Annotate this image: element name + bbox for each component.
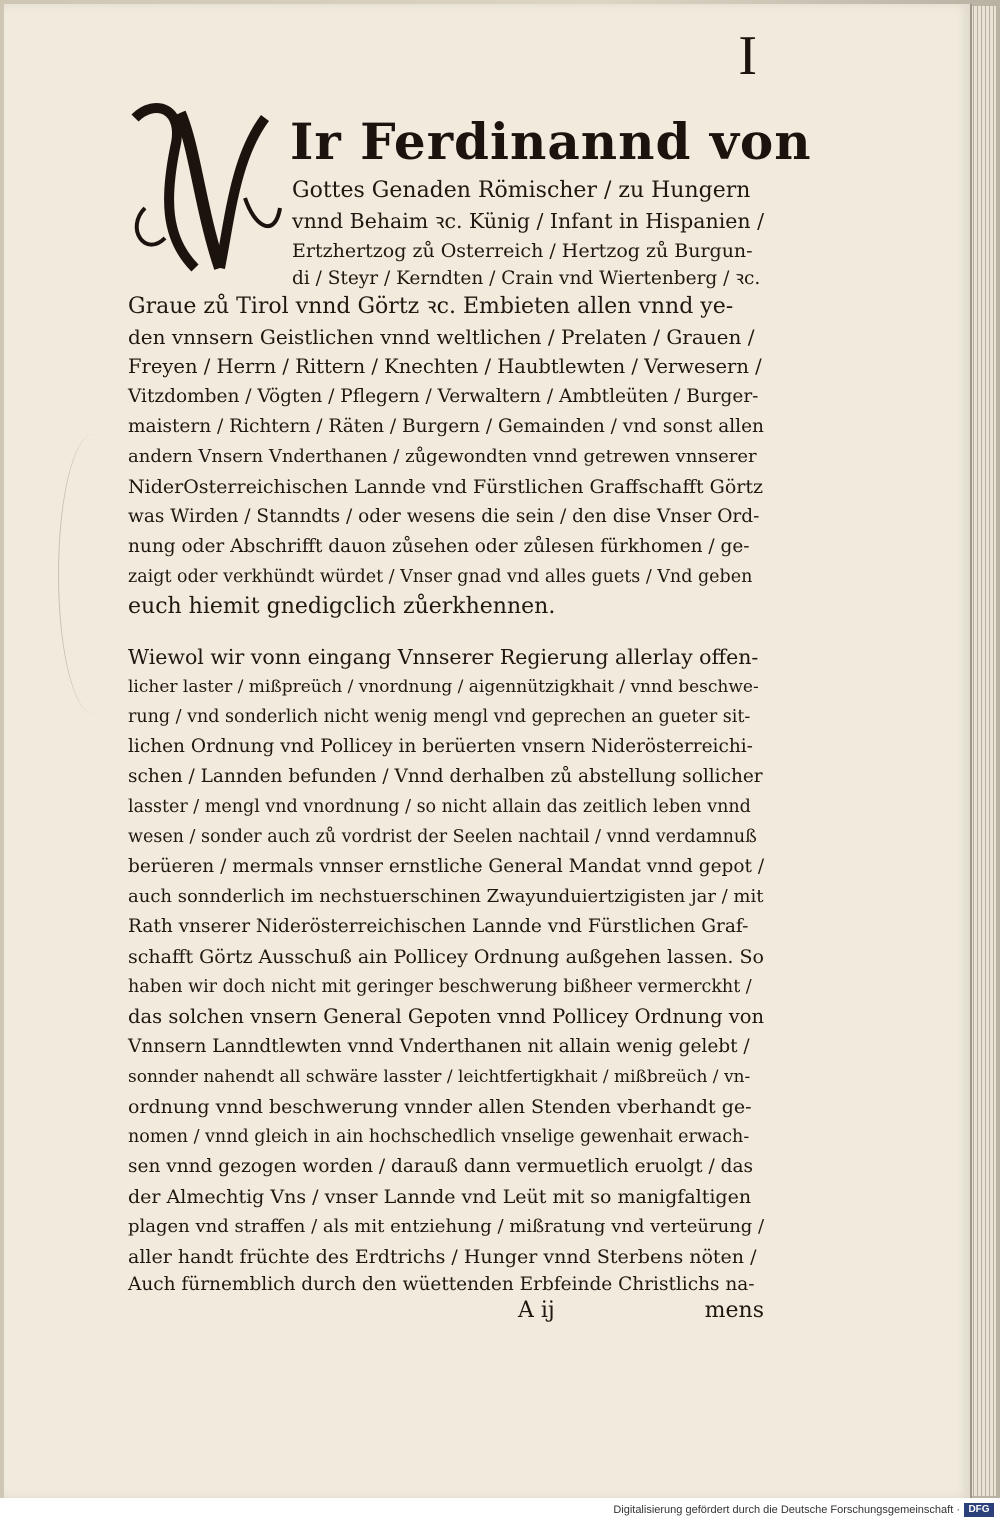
paragraph-2-line: Auch fürnemblich durch den wüettenden Erbfeinde Christlichs na- xyxy=(128,1274,755,1295)
paragraph-2-line: sonnder nahendt all schwäre lasster / leichtfertigkhait / mißbreüch / vn- xyxy=(128,1067,751,1087)
paragraph-2-line: schafft Görtz Ausschuß ain Pollicey Ordnung außgehen lassen. So xyxy=(128,946,764,968)
paragraph-2-line: nomen / vnnd gleich in ain hochschedlich vnselige gewenhait erwach- xyxy=(128,1127,750,1147)
page-foot xyxy=(128,1298,764,1332)
paragraph-1-line: NiderOsterreichischen Lannde vnd Fürstlichen Graffschafft Görtz xyxy=(128,476,764,498)
paragraph-1-line: Vitzdomben / Vögten / Pflegern / Verwaltern / Ambtleüten / Burger- xyxy=(128,386,759,407)
paragraph-2-line: Vnnsern Lanndtlewten vnnd Vnderthanen nit allain wenig gelebt / xyxy=(128,1036,750,1057)
paragraph-2-line: der Almechtig Vns / vnser Lannde vnd Leüt mit so manigfaltigen xyxy=(128,1186,752,1208)
paragraph-2-line: sen vnnd gezogen worden / darauß dann vermuetlich eruolgt / das xyxy=(128,1156,753,1177)
heading: Ir Ferdinannd von xyxy=(290,112,812,171)
paragraph-2-line: licher laster / mißpreüch / vnordnung / aigennützigkhait / vnnd beschwe- xyxy=(128,677,759,697)
paragraph-2-line: lichen Ordnung vnd Pollicey in berüerten vnsern Niderösterreichi- xyxy=(128,736,753,757)
digitization-credit: Digitalisierung gefördert durch die Deutsche Forschungsgemeinschaft · xyxy=(613,1504,960,1516)
stacked-page-edges xyxy=(970,6,996,1496)
paragraph-2-line: berüeren / mermals vnnser ernstliche General Mandat vnnd gepot / xyxy=(128,856,765,877)
paragraph-1-line: zaigt oder verkhündt würdet / Vnser gnad vnd alles guets / Vnd geben xyxy=(128,567,753,587)
signature-mark: A ij xyxy=(518,1298,555,1323)
opening-line: di / Steyr / Kerndten / Crain vnd Wiertenberg / ꝛc. xyxy=(292,268,761,289)
opening-line: vnnd Behaim ꝛc. Künig / Infant in Hispanien / xyxy=(292,209,765,233)
paragraph-2-line: aller handt früchte des Erdtrichs / Hunger vnnd Sterbens nöten / xyxy=(128,1246,757,1268)
paragraph-1-line: Freyen / Herrn / Rittern / Knechten / Haubtlewten / Verwesern / xyxy=(128,355,762,378)
paragraph-2-line: haben wir doch nicht mit geringer beschwerung bißheer vermerckht / xyxy=(128,977,752,997)
paragraph-1-line: andern Vnsern Vnderthanen / zůgewondten vnnd getrewen vnnserer xyxy=(128,446,757,467)
paragraph-2-line: schen / Lannden befunden / Vnnd derhalben zů abstellung sollicher xyxy=(128,766,763,787)
paragraph-2-line: plagen vnd straffen / als mit entziehung / mißratung vnd verteürung / xyxy=(128,1216,765,1237)
decorated-initial xyxy=(125,88,285,288)
dfg-logo: DFG xyxy=(964,1503,994,1517)
paragraph-2-line: rung / vnd sonderlich nicht wenig mengl vnd geprechen an gueter sit- xyxy=(128,707,751,727)
paragraph-1-line: euch hiemit gnedigclich zůerkhennen. xyxy=(128,594,556,619)
paragraph-1-line: Graue zů Tirol vnnd Görtz ꝛc. Embieten allen vnnd ye- xyxy=(128,294,734,319)
binding-thread xyxy=(58,434,129,714)
catchword: mens xyxy=(704,1298,764,1323)
paragraph-1-line: was Wirden / Stanndts / oder wesens die sein / den dise Vnser Ord- xyxy=(128,506,760,527)
paragraph-2-line: das solchen vnsern General Gepoten vnnd Pollicey Ordnung von xyxy=(128,1005,765,1028)
paragraph-2-line: Wiewol wir vonn eingang Vnnserer Regierung allerlay offen- xyxy=(128,645,759,669)
paragraph-2-line: ordnung vnnd beschwerung vnnder allen Stenden vberhandt ge- xyxy=(128,1096,752,1118)
paragraph-1-line: nung oder Abschrifft dauon zůsehen oder zůlesen fürkhomen / ge- xyxy=(128,536,750,557)
initial-flourish-icon xyxy=(125,88,285,288)
paragraph-1-line: den vnnsern Geistlichen vnnd weltlichen / Prelaten / Grauen / xyxy=(128,325,755,349)
opening-line: Ertzhertzog zů Osterreich / Hertzog zů Burgun- xyxy=(292,240,753,262)
paragraph-2-line: auch sonnderlich im nechstuerschinen Zwayunduiertzigisten jar / mit xyxy=(128,886,764,907)
folio-number: I xyxy=(738,25,757,87)
opening-line: Gottes Genaden Römischer / zu Hungern xyxy=(292,178,751,203)
paragraph-2-line: Rath vnserer Niderösterreichischen Lannde vnd Fürstlichen Graf- xyxy=(128,916,749,937)
paragraph-2-line: wesen / sonder auch zů vordrist der Seelen nachtail / vnnd verdamnuß xyxy=(128,827,757,847)
paragraph-1-line: maistern / Richtern / Räten / Burgern / Gemainden / vnd sonst allen xyxy=(128,416,764,437)
paragraph-2-line: lasster / mengl vnd vnordnung / so nicht allain das zeitlich leben vnnd xyxy=(128,797,751,817)
